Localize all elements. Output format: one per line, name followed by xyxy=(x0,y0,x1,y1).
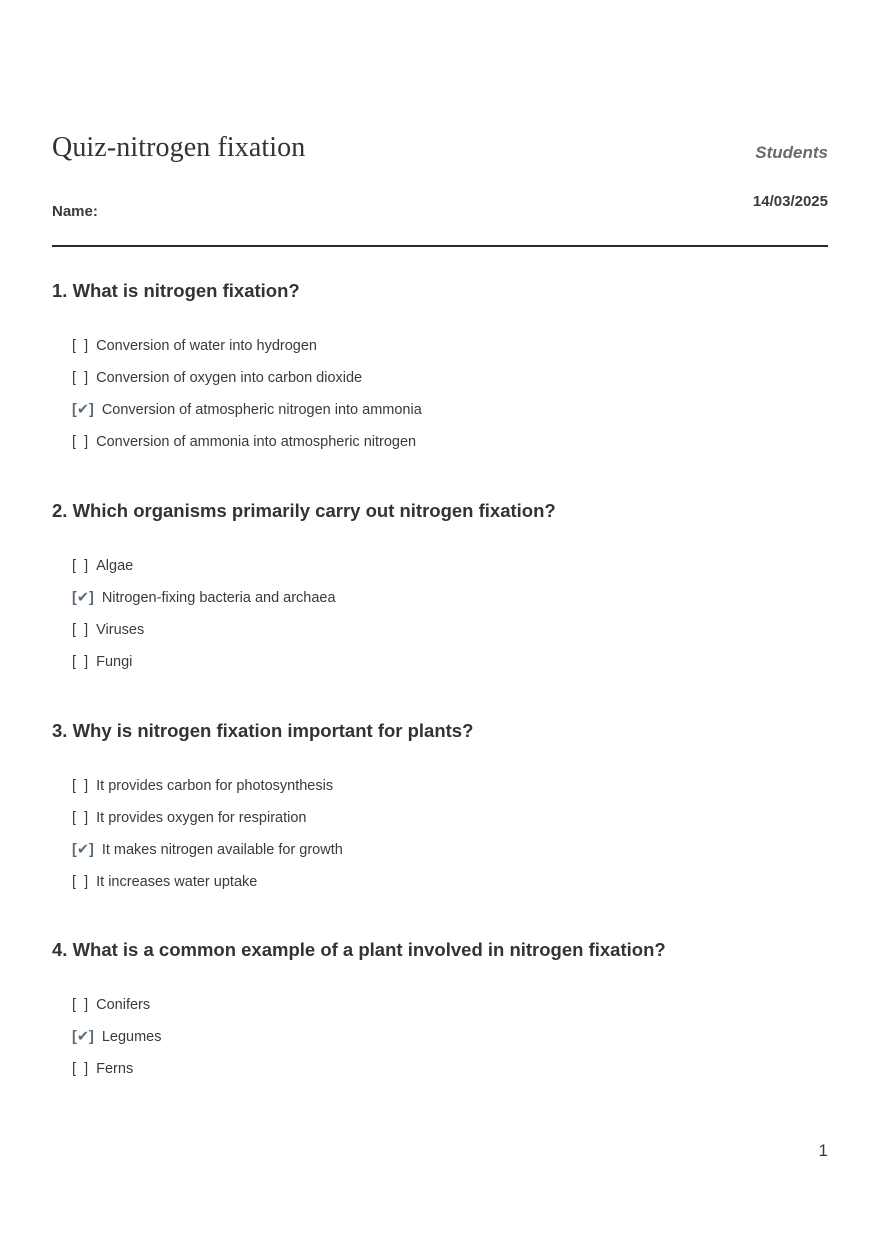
audience-label: Students xyxy=(755,143,828,162)
checkbox-empty[interactable]: [ ] xyxy=(72,370,89,386)
option-label: Conversion of oxygen into carbon dioxide xyxy=(96,370,363,386)
option-label: It provides carbon for photosynthesis xyxy=(96,778,334,794)
option-item[interactable] xyxy=(72,866,343,898)
checkbox-empty[interactable]: [ ] xyxy=(72,434,89,450)
option-label: Algae xyxy=(96,558,134,574)
option-list xyxy=(72,989,161,1085)
checkbox-checked-icon[interactable]: [✔] xyxy=(72,402,94,418)
question-text: 4. What is a common example of a plant involved in nitrogen fixation? xyxy=(52,939,666,960)
option-item[interactable] xyxy=(72,330,422,362)
checkbox-empty[interactable]: [ ] xyxy=(72,654,89,670)
option-list xyxy=(72,770,343,898)
option-item[interactable] xyxy=(72,989,161,1021)
option-item[interactable] xyxy=(72,426,422,458)
option-label: Conversion of ammonia into atmospheric nitrogen xyxy=(96,434,417,450)
option-list xyxy=(72,550,336,678)
option-label: Conversion of water into hydrogen xyxy=(96,338,317,354)
checkbox-empty[interactable]: [ ] xyxy=(72,338,89,354)
checkbox-empty[interactable]: [ ] xyxy=(72,778,89,794)
question-2 xyxy=(52,500,828,670)
option-item[interactable] xyxy=(72,614,336,646)
option-item[interactable] xyxy=(72,770,343,802)
checkbox-checked-icon[interactable]: [✔] xyxy=(72,842,94,858)
page-title: Quiz-nitrogen fixation xyxy=(52,132,306,163)
checkbox-empty[interactable]: [ ] xyxy=(72,622,89,638)
option-item[interactable] xyxy=(72,394,422,426)
option-label: Nitrogen-fixing bacteria and archaea xyxy=(101,590,336,606)
option-label: Conifers xyxy=(96,997,151,1013)
quiz-date: 14/03/2025 xyxy=(752,193,828,210)
option-item[interactable] xyxy=(72,582,336,614)
checkbox-empty[interactable]: [ ] xyxy=(72,997,89,1013)
option-label: Viruses xyxy=(96,622,145,638)
question-text: 2. Which organisms primarily carry out nitrogen fixation? xyxy=(52,500,556,521)
question-1 xyxy=(52,280,828,450)
option-label: It increases water uptake xyxy=(96,874,258,890)
checkbox-empty[interactable]: [ ] xyxy=(72,810,89,826)
checkbox-empty[interactable]: [ ] xyxy=(72,874,89,890)
checkbox-empty[interactable]: [ ] xyxy=(72,1061,89,1077)
option-item[interactable] xyxy=(72,834,343,866)
question-3 xyxy=(52,720,828,890)
option-item[interactable] xyxy=(72,1053,161,1085)
question-text: 1. What is nitrogen fixation? xyxy=(52,280,300,301)
page-number: 1 xyxy=(818,1141,828,1160)
option-item[interactable] xyxy=(72,646,336,678)
header-divider xyxy=(52,245,828,247)
option-item[interactable] xyxy=(72,550,336,582)
option-item[interactable] xyxy=(72,1021,161,1053)
option-label: Ferns xyxy=(96,1061,134,1077)
checkbox-checked-icon[interactable]: [✔] xyxy=(72,1029,94,1045)
option-label: Fungi xyxy=(96,654,133,670)
question-4 xyxy=(52,939,828,1077)
checkbox-checked-icon[interactable]: [✔] xyxy=(72,590,94,606)
option-label: Legumes xyxy=(101,1029,162,1045)
option-item[interactable] xyxy=(72,362,422,394)
name-field-label: Name: xyxy=(52,203,98,220)
checkbox-empty[interactable]: [ ] xyxy=(72,558,89,574)
question-text: 3. Why is nitrogen fixation important for plants? xyxy=(52,720,474,741)
option-list xyxy=(72,330,422,458)
option-label: It makes nitrogen available for growth xyxy=(101,842,343,858)
option-label: Conversion of atmospheric nitrogen into ammonia xyxy=(101,402,422,418)
option-label: It provides oxygen for respiration xyxy=(96,810,307,826)
option-item[interactable] xyxy=(72,802,343,834)
